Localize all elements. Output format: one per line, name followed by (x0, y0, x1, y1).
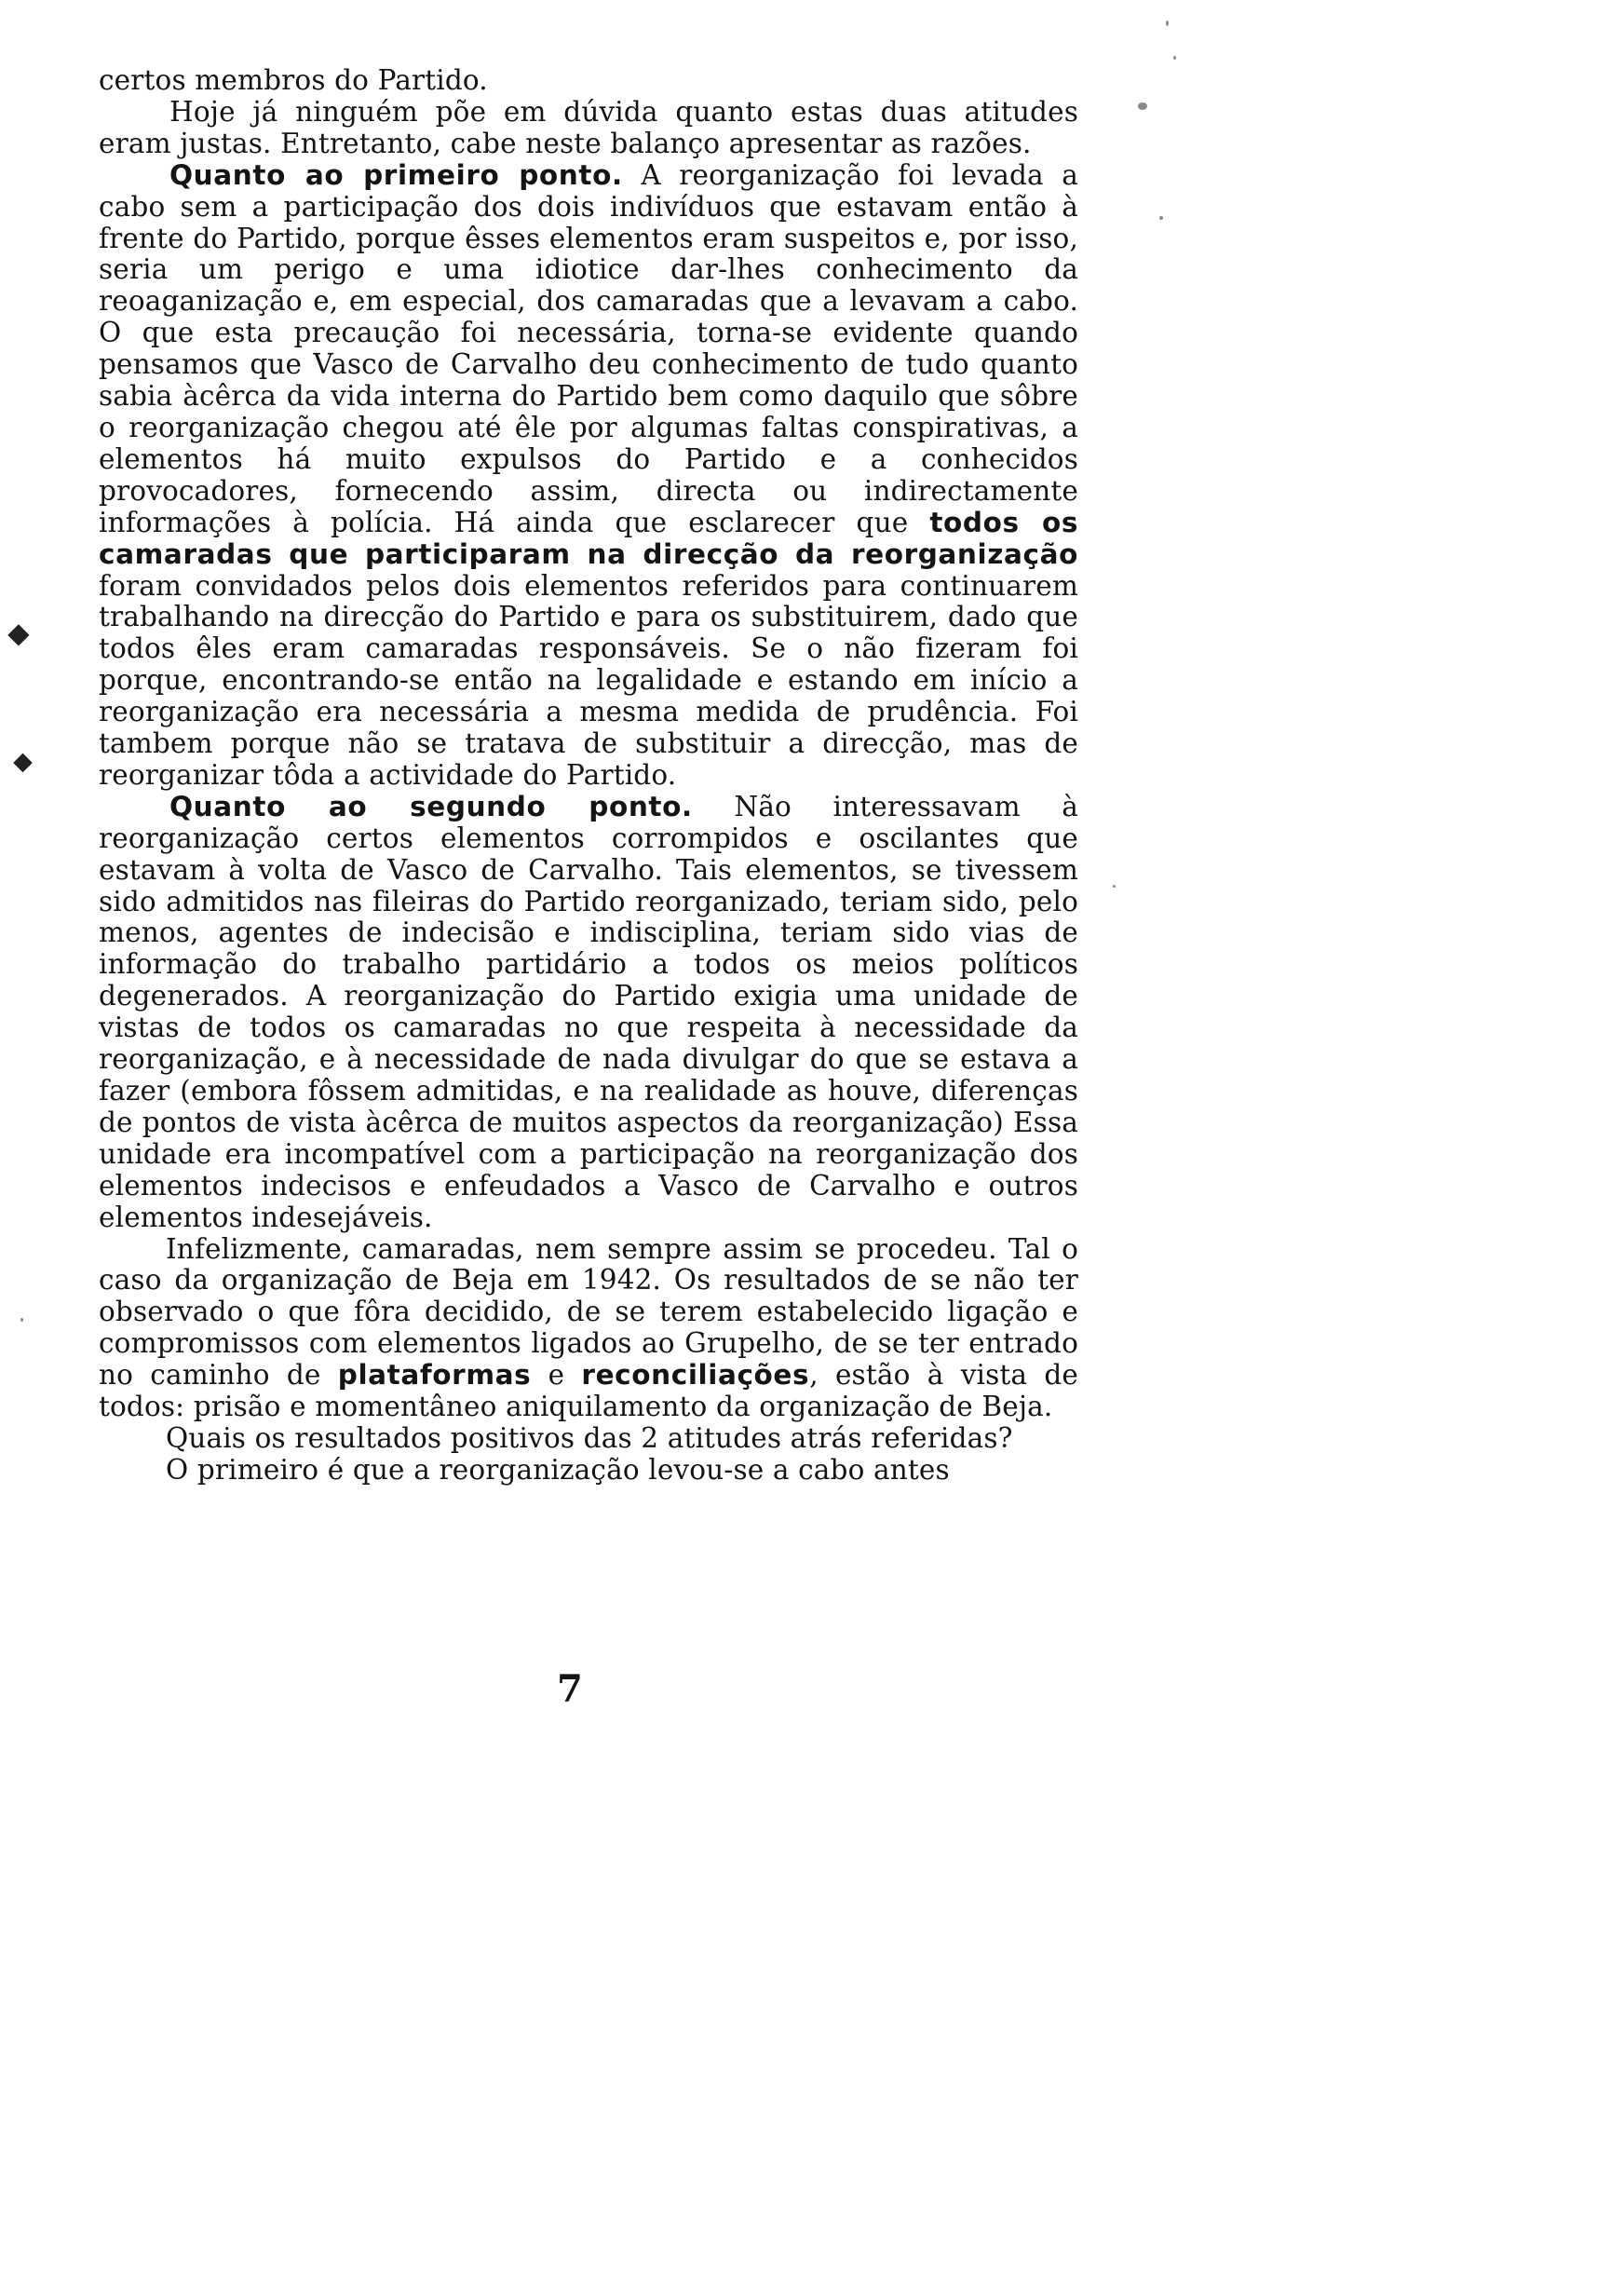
text-run: Quais os resultados positivos das 2 atitudes atrás referidas? (166, 1421, 1013, 1454)
text-run: certos membros do Partido. (99, 64, 488, 96)
scan-speck (20, 1318, 23, 1322)
emphasis-run: reconciliações (581, 1359, 810, 1392)
text-run: Hoje já ninguém põe em dúvida quanto estas duas atitudes eram justas. Entretanto, cabe neste balanço apresentar as razões. (99, 95, 1078, 159)
emphasis-run: plataformas (337, 1359, 532, 1392)
scan-speck (1113, 885, 1116, 888)
scan-speck (1166, 20, 1169, 26)
emphasis-run: todos os camaradas que participaram na direcção da reorganização (99, 506, 1078, 570)
margin-ink-mark: ⬥ (13, 745, 33, 778)
text-run: A reorganização foi levada a cabo sem a participação dos dois indivíduos que estavam então à frente do Partido, porque êsses elementos eram suspeitos e, por isso, seria um perigo e uma idiotice dar-lhes conhecimento da reoaganização e, em especial, dos camaradas que a levavam a cabo. O que esta precaução foi necessária, torna-se evidente quando pensamos que Vasco de Carvalho deu conhecimento de tudo quanto sabia àcêrca da vida interna do Partido bem como daquilo que sôbre o reorganização chegou até êle por algumas faltas conspirativas, a elementos há muito expulsos do Partido e a conhecidos provocadores, fornecendo assim, directa ou indirectamente informações à polícia. Há ainda que esclarecer que (99, 158, 1078, 538)
text-run: foram convidados pelos dois elementos referidos para continuarem trabalhando na direcção do Partido e para os substituirem, dado que todos êles eram camaradas responsáveis. Se o não fizeram foi porque, encontrando-se então na legalidade e estando em início a reorganização era necessária a mesma medida de prudência. Foi tambem porque não se tratava de substituir a direcção, mas de reorganizar tôda a actividade do Partido. (99, 569, 1078, 791)
text-run: Não interessavam à reorganização certos elementos corrompidos e oscilantes que estavam à volta de Vasco de Carvalho. Tais elementos, se tivessem sido admitidos nas fileiras do Partido reorganizado, teriam sido, pelo menos, agentes de indecisão e indisciplina, teriam sido vias de informação do trabalho partidário a todos os meios políticos degenerados. A reorganização do Partido exigia uma unidade de vistas de todos os camaradas no que respeita à necessidade da reorganização, e à necessidade de nada divulgar do que se estava a fazer (embora fôssem admitidas, e na realidade as houve, diferenças de pontos de vista àcêrca de muitos aspectos da reorganização) Essa unidade era incompatível com a participação na reorganização dos elementos indecisos e enfeudados a Vasco de Carvalho e outros elementos indesejáveis. (99, 790, 1078, 1233)
body-text (99, 65, 1078, 1487)
text-run: Infelizmente, camaradas, nem sempre assim se procedeu. Tal o caso da organização de Beja em 1942. Os resultados de se não ter observado o que fôra decidido, de se terem estabelecido ligação e compromissos com elementos ligados ao Grupelho, de se ter entrado no caminho de (99, 1232, 1078, 1392)
scan-speck (1138, 102, 1147, 110)
text-run: , estão à vista de todos: prisão e momentâneo aniquilamento da organização de Beja. (99, 1359, 1078, 1423)
paragraph-first-point (99, 160, 1078, 792)
text-run: O primeiro é que a reorganização levou-se a cabo antes (166, 1453, 950, 1486)
paragraph-introduction (99, 97, 1078, 160)
section-heading-second-point: Quanto ao segundo ponto. (169, 790, 693, 822)
paragraph-question (99, 1423, 1078, 1455)
paragraph-second-point (99, 792, 1078, 1234)
scan-speck (1173, 56, 1176, 60)
page-number: 7 (557, 1667, 583, 1711)
scan-speck (1159, 216, 1163, 220)
text-run: e (531, 1359, 582, 1392)
paragraph-continuation (99, 65, 1078, 97)
paragraph-beja (99, 1234, 1078, 1423)
margin-ink-mark: ⬥ (7, 615, 30, 652)
paragraph-answer-start (99, 1455, 1078, 1487)
section-heading-first-point: Quanto ao primeiro ponto. (169, 158, 623, 191)
